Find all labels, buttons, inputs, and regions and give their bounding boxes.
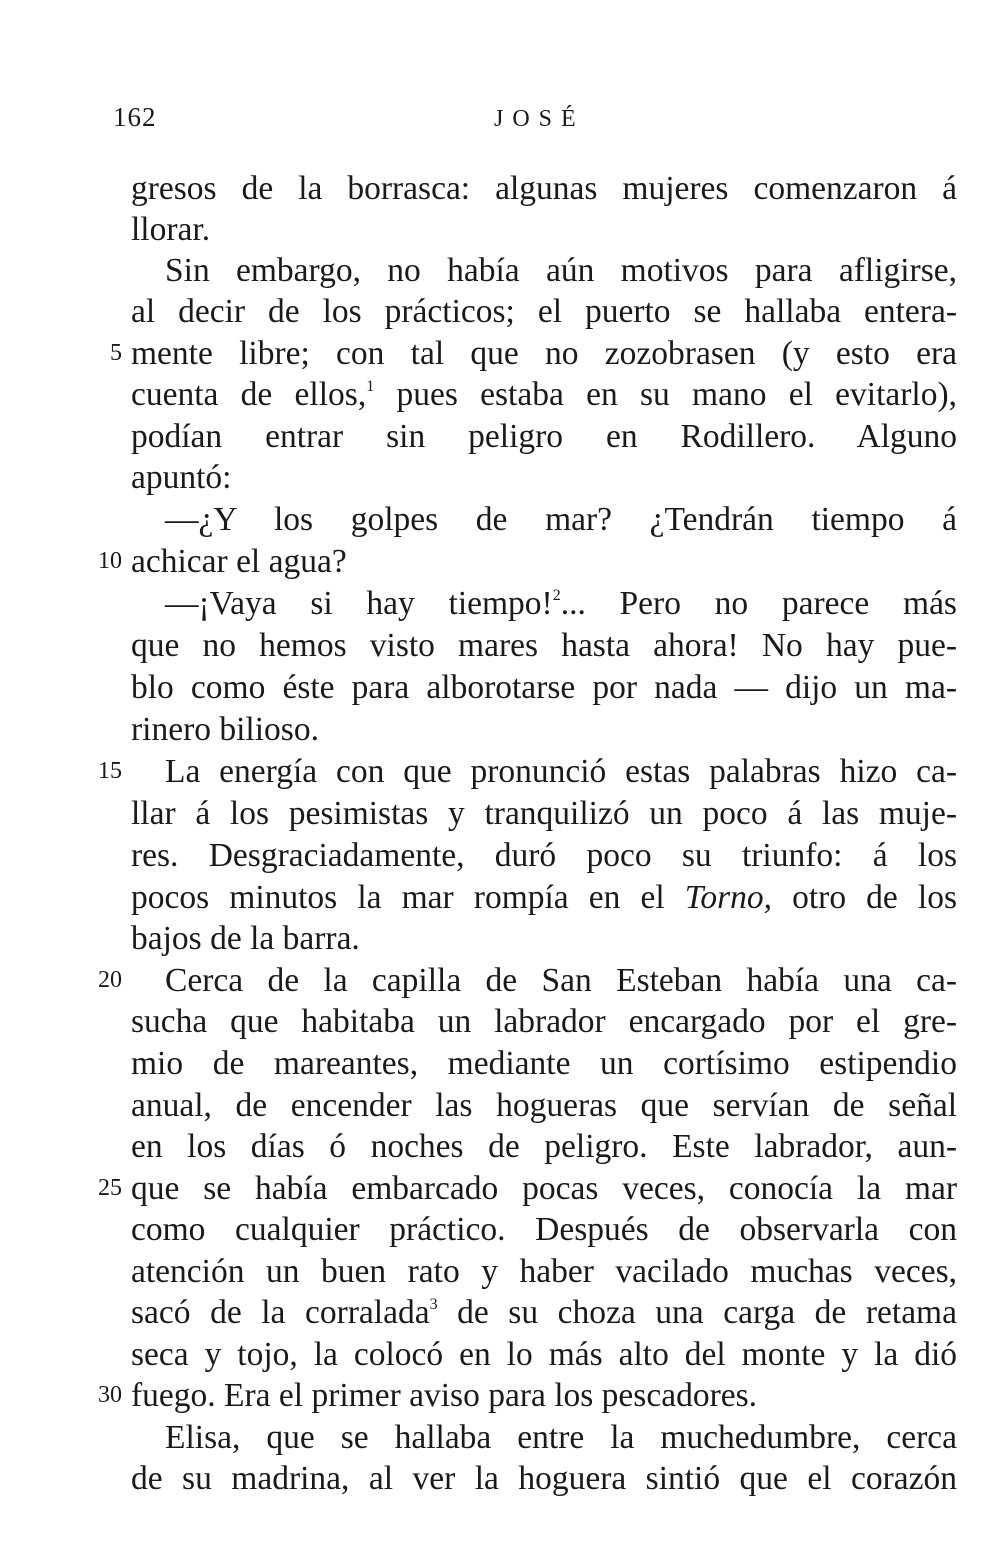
text-line: seca y tojo, la colocó en lo más alto del monte y la dió xyxy=(131,1336,957,1373)
text-line: que se había embarcado pocas veces, conocía la mar xyxy=(131,1170,957,1207)
text-line: que no hemos visto mares hasta ahora! No hay pue- xyxy=(131,627,957,664)
footnote-mark: 1 xyxy=(366,378,375,395)
text-run: cuenta de ellos, xyxy=(131,376,367,413)
text-line: anual, de encender las hogueras que servían de señal xyxy=(131,1087,957,1124)
page-header xyxy=(0,102,1000,142)
text-line: gresos de la borrasca: algunas mujeres comenzaron á xyxy=(131,170,957,207)
text-line: fuego. Era el primer aviso para los pescadores. xyxy=(131,1377,758,1414)
text-line: de su madrina, al ver la hoguera sintió que el corazón xyxy=(131,1460,957,1497)
text-run: de su choza una carga de retama xyxy=(437,1294,957,1331)
text-line: La energía con que pronunció estas palabras hizo ca- xyxy=(165,753,957,790)
footnote-mark: 2 xyxy=(552,587,561,604)
line-number: 20 xyxy=(98,967,122,993)
italic-text: Torno, xyxy=(684,879,772,916)
text-line: llorar. xyxy=(131,211,211,248)
text-line: res. Desgraciadamente, duró poco su triunfo: á los xyxy=(131,837,957,874)
footnote-mark: 3 xyxy=(429,1296,438,1313)
text-line xyxy=(131,877,957,918)
text-line: al decir de los prácticos; el puerto se hallaba entera- xyxy=(131,293,957,330)
line-number: 10 xyxy=(98,548,122,574)
text-run: sacó de la corralada xyxy=(131,1294,430,1331)
text-line: achicar el agua? xyxy=(131,543,347,580)
text-line: mio de mareantes, mediante un cortísimo estipendio xyxy=(131,1045,957,1082)
text-line: bajos de la barra. xyxy=(131,920,360,957)
text-line: —¿Y los golpes de mar? ¿Tendrán tiempo á xyxy=(165,501,957,538)
text-line: apuntó: xyxy=(131,459,232,496)
line-number: 15 xyxy=(98,758,122,784)
text-line: Sin embargo, no había aún motivos para afligirse, xyxy=(165,252,957,289)
text-run: otro de los xyxy=(772,879,957,916)
text-line: podían entrar sin peligro en Rodillero. Alguno xyxy=(131,418,957,455)
text-line: Elisa, que se hallaba entre la muchedumbre, cerca xyxy=(165,1419,957,1456)
text-run: pocos minutos la mar rompía en el xyxy=(131,879,685,916)
text-line xyxy=(131,374,957,415)
line-number: 5 xyxy=(110,340,122,366)
text-run: —¡Vaya si hay tiempo! xyxy=(165,585,553,622)
text-run: pues estaba en su mano el evitarlo), xyxy=(374,376,957,413)
line-number: 30 xyxy=(98,1382,122,1408)
text-line: blo como éste para alborotarse por nada — dijo un ma- xyxy=(131,669,957,706)
text-line: mente libre; con tal que no zozobrasen (y esto era xyxy=(131,335,957,372)
text-line: rinero bilioso. xyxy=(131,711,319,748)
text-run: ... Pero no parece más xyxy=(560,585,957,622)
text-line xyxy=(131,1292,957,1333)
text-line: Cerca de la capilla de San Esteban había una ca- xyxy=(165,962,957,999)
page-number: 162 xyxy=(113,102,157,132)
text-line: atención un buen rato y haber vacilado muchas veces, xyxy=(131,1253,957,1290)
running-title: JOSÉ xyxy=(494,106,585,132)
line-number: 25 xyxy=(98,1175,122,1201)
text-line: sucha que habitaba un labrador encargado por el gre- xyxy=(131,1003,957,1040)
text-line xyxy=(165,583,957,624)
text-line: en los días ó noches de peligro. Este labrador, aun- xyxy=(131,1128,957,1165)
text-line: llar á los pesimistas y tranquilizó un poco á las muje- xyxy=(131,795,957,832)
text-line: como cualquier práctico. Después de observarla con xyxy=(131,1211,957,1248)
